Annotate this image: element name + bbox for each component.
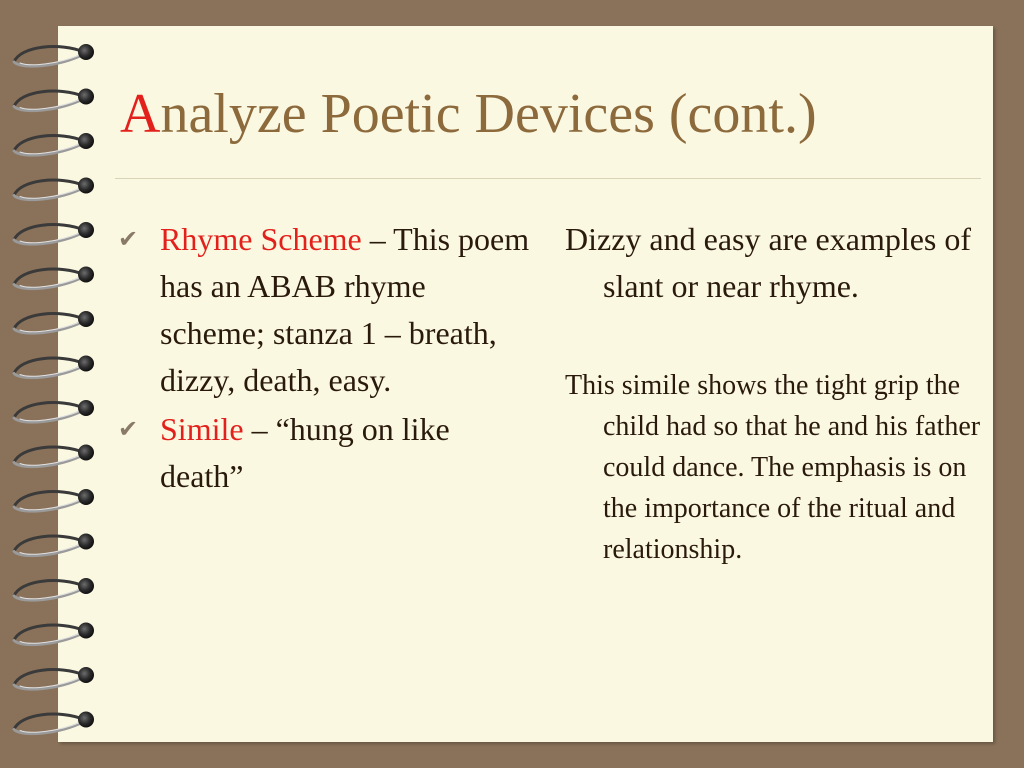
spiral-ring-icon: [14, 44, 94, 66]
bullet-text: – This poem has an ABAB rhyme scheme; stanza 1 – breath, dizzy, death, easy.: [160, 221, 530, 398]
spiral-ring-icon: [14, 356, 94, 378]
spiral-ring-icon: [14, 89, 94, 111]
bullet-text: – “hung on like death”: [160, 411, 450, 494]
spiral-binding: [0, 0, 110, 768]
left-column: [118, 216, 538, 502]
spiral-ring-icon: [14, 267, 94, 289]
spiral-ring-icon: [14, 667, 94, 689]
spiral-ring-icon: [14, 445, 94, 467]
title-first-letter: A: [120, 83, 161, 145]
spiral-ring-icon: [14, 222, 94, 244]
bullet-simile: [118, 406, 538, 500]
spiral-ring-icon: [14, 623, 94, 645]
slant-rhyme-note: Dizzy and easy are examples of slant or near rhyme.: [565, 221, 972, 304]
spiral-ring-icon: [14, 712, 94, 734]
right-column: [565, 216, 985, 570]
spiral-ring-icon: [14, 534, 94, 556]
bullet-rhyme-scheme: [118, 216, 538, 404]
simile-explanation: This simile shows the tight grip the child had so that he and his father could dance. The emphasis is on the importance of the ritual and relationship.: [565, 370, 981, 565]
checkmark-icon: ✔: [118, 415, 139, 443]
bullet-term: Simile: [160, 411, 244, 447]
title-divider: [115, 178, 981, 179]
slide-title: [120, 83, 817, 145]
spiral-ring-icon: [14, 178, 94, 200]
title-rest: nalyze Poetic Devices (cont.): [160, 83, 817, 145]
spiral-ring-icon: [14, 311, 94, 333]
spiral-ring-icon: [14, 400, 94, 422]
spiral-ring-icon: [14, 133, 94, 155]
bullet-term: Rhyme Scheme: [160, 221, 362, 257]
spiral-ring-icon: [14, 578, 94, 600]
checkmark-icon: ✔: [118, 225, 139, 253]
spiral-ring-icon: [14, 489, 94, 511]
